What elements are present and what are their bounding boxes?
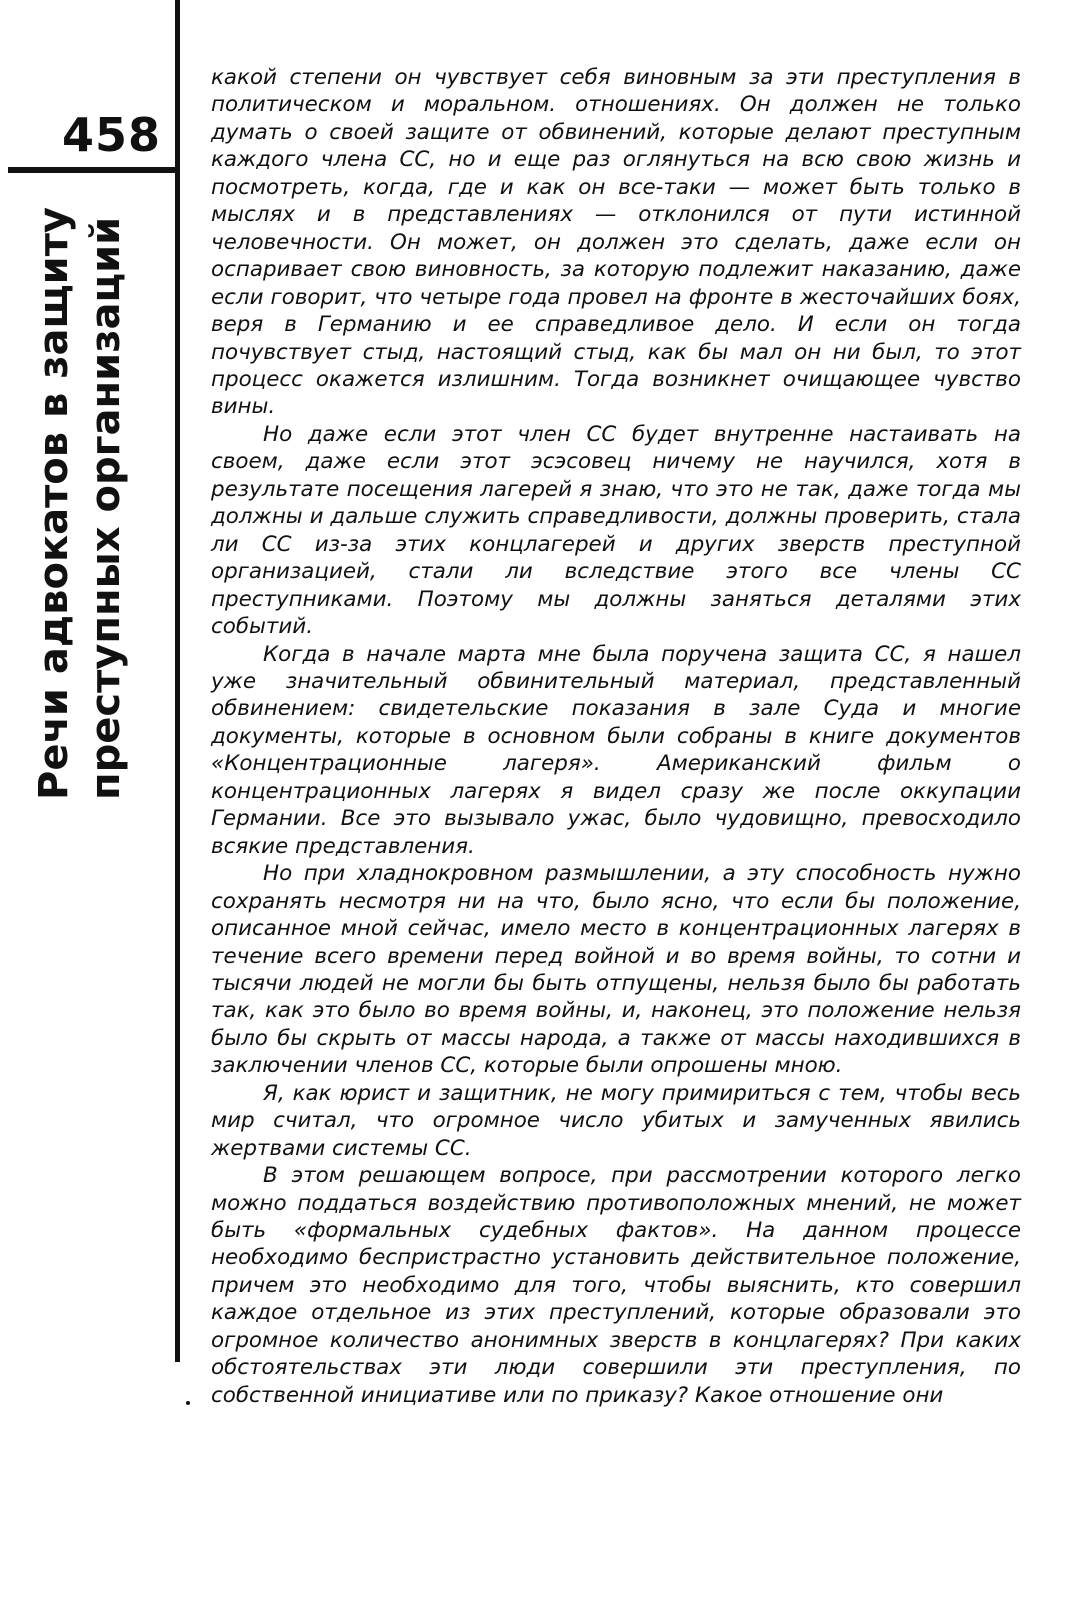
horizontal-rule (8, 167, 178, 173)
margin-dot (186, 1401, 190, 1405)
paragraph: В этом решающем вопросе, при рассмотрении которого легко можно поддаться воздействию противоположных мнений, не может быть «формальных судебных фактов». На данном процессе необходимо беспристрастно установить действительное положение, причем это необходимо для того, чтобы выяснить, кто совершил каждое отдельное из этих преступлений, которые образовали это огромное количество анонимных зверств в концлагерях? При каких обстоятельствах эти люди совершили эти преступления, по собственной инициативе или по приказу? Какое отношение они (211, 1163, 1021, 1408)
running-title (28, 180, 132, 800)
paragraph: какой степени он чувствует себя виновным за эти преступления в политическом и моральном. отношениях. Он должен не только думать о своей защите от обвинений, которые делают преступным каждого члена СС, но и еще раз оглянуться на всю свою жизнь и посмотреть, когда, где и как он все-таки — может быть только в мыслях и в представлениях — отклонился от пути истинной человечности. Он может, он должен это сделать, даже если он оспаривает свою виновность, за которую подлежит наказанию, даже если говорит, что четыре года провел на фронте в жесточайших боях, веря в Германию и ее справедливое дело. И если он тогда почувствует стыд, настоящий стыд, как бы мал он ни был, то этот процесс окажется излишним. Тогда возникнет очищающее чувство вины. (211, 65, 1021, 420)
vertical-rule (175, 0, 180, 1362)
paragraph: Но при хладнокровном размышлении, а эту способность нужно сохранять несмотря ни на что, было ясно, что если бы положение, описанное мной сейчас, имело место в концентрационных лагерях в течение всего времени перед войной и во время войны, то сотни и тысячи людей не могли бы быть отпущены, нельзя было бы работать так, как это было во время войны, и, наконец, это положение нельзя было бы скрыть от массы народа, а также от массы находившихся в заключении членов СС, которые были опрошены мною. (211, 861, 1021, 1079)
page-number: 458 (62, 108, 162, 162)
running-title-line-1: Речи адвокатов в защиту (31, 207, 77, 800)
paragraph: Но даже если этот член СС будет внутренне настаивать на своем, даже если этот эсэсовец ничему не научился, хотя в результате посещения лагерей я знаю, что это не так, даже тогда мы должны и дальше служить справедливости, должны проверить, стала ли СС из-за этих концлагерей и других зверств преступной организацией, стали ли вследствие этого все члены СС преступниками. Поэтому мы должны заняться деталями этих событий. (211, 421, 1021, 640)
running-title-line-2: преступных организаций (83, 216, 129, 800)
paragraph: Я, как юрист и защитник, не могу примириться с тем, чтобы весь мир считал, что огромное число убитых и замученных явились жертвами системы СС. (211, 1080, 1021, 1161)
paragraph: Когда в начале марта мне была поручена защита СС, я нашел уже значительный обвинительный материал, представленный обвинением: свидетельские показания в зале Суда и многие документы, которые в основном были собраны в книге документов «Концентрационные лагеря». Американский фильм о концентрационных лагерях я видел сразу же после оккупации Германии. Все это вызывало ужас, было чудовищно, превосходило всякие представления. (211, 641, 1021, 859)
body-text (211, 64, 1021, 1409)
